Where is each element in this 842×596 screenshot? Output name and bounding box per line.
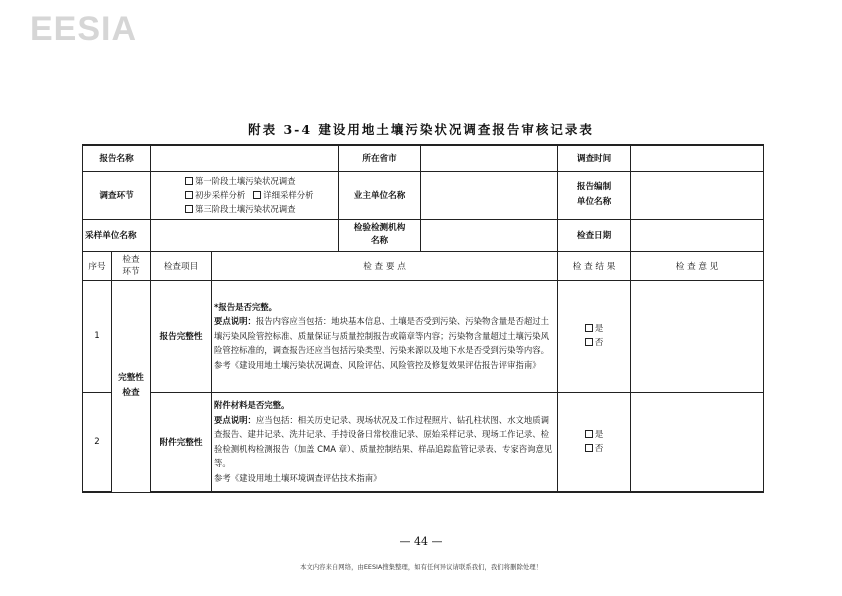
header-row-1 xyxy=(83,145,764,171)
result-yes-option[interactable]: 是 xyxy=(560,322,628,336)
row-number: 1 xyxy=(83,280,112,392)
item-label: 报告完整性 xyxy=(151,280,212,392)
report-name-label: 报告名称 xyxy=(83,145,151,171)
sampling-unit-value[interactable] xyxy=(151,219,339,251)
check-points xyxy=(212,280,558,392)
check-opinion[interactable] xyxy=(631,392,764,492)
checkbox-icon xyxy=(185,177,193,185)
checkbox-icon xyxy=(185,205,193,213)
table-row xyxy=(83,392,764,492)
col-header-opinion: 检 查 意 见 xyxy=(631,251,764,280)
report-compiler-label: 报告编制 单位名称 xyxy=(558,171,631,219)
note-label: 要点说明： xyxy=(214,414,256,425)
footer-notice: 本文内容来自网络，由EESIA搜集整理，如有任何异议请联系我们，我们将删除处理！ xyxy=(299,563,543,571)
checkbox-icon xyxy=(253,191,261,199)
check-result xyxy=(558,280,631,392)
table-row xyxy=(83,280,764,392)
col-header-item: 检查项目 xyxy=(151,251,212,280)
audit-record-table xyxy=(82,144,764,493)
checkbox-icon xyxy=(585,444,593,452)
item-label: 附件完整性 xyxy=(151,392,212,492)
section-label: 完整性 检查 xyxy=(112,280,151,492)
sampling-unit-label: 采样单位名称 xyxy=(83,219,151,251)
checkbox-icon xyxy=(585,324,593,332)
check-points xyxy=(212,392,558,492)
page-title: 附表 3-4 建设用地土壤污染状况调查报告审核记录表 xyxy=(248,122,594,137)
checkbox-icon xyxy=(185,191,193,199)
row-number: 2 xyxy=(83,392,112,492)
reference-text: 参考《建设用地土壤污染状况调查、风险评估、风险管控及修复效果评估报告评审指南》 xyxy=(214,359,541,370)
report-compiler-value[interactable] xyxy=(631,171,764,219)
result-no-option[interactable]: 否 xyxy=(560,442,628,456)
note-label: 要点说明： xyxy=(214,316,256,327)
testing-org-value[interactable] xyxy=(421,219,558,251)
header-row-2 xyxy=(83,171,764,219)
check-heading: *报告是否完整。 xyxy=(214,301,278,312)
stage-option-phase1[interactable]: 第一阶段土壤污染状况调查 xyxy=(185,174,336,188)
stage-option-phase3[interactable]: 第三阶段土壤污染状况调查 xyxy=(185,202,336,216)
header-row-3 xyxy=(83,219,764,251)
inspection-date-value[interactable] xyxy=(631,219,764,251)
survey-stage-label: 调查环节 xyxy=(83,171,151,219)
col-header-points: 检 查 要 点 xyxy=(212,251,558,280)
page-number: — 44 — xyxy=(399,535,443,548)
eesia-logo: EESIA xyxy=(30,10,138,48)
stage-option-initial-sampling[interactable]: 初步采样分析 xyxy=(185,190,245,200)
testing-org-label: 检验检测机构 名称 xyxy=(339,219,421,251)
location-value[interactable] xyxy=(421,145,558,171)
owner-unit-value[interactable] xyxy=(421,171,558,219)
check-opinion[interactable] xyxy=(631,280,764,392)
result-yes-option[interactable]: 是 xyxy=(560,428,628,442)
note-text: 应当包括：相关历史记录、现场状况及工作过程照片、钻孔柱状图、水文地质调查报告、建井记录、洗井记录、手持设备日常校准记录、原始采样记录、现场工作记录、检验检测机构检测报告（加盖 CMA 章）、质量控制结果、样品追踪监管记录表、专家咨询意见等。 xyxy=(214,414,553,469)
survey-stage-options xyxy=(151,171,339,219)
location-label: 所在省市 xyxy=(339,145,421,171)
report-name-value[interactable] xyxy=(151,145,339,171)
column-header-row xyxy=(83,251,764,280)
survey-time-label: 调查时间 xyxy=(558,145,631,171)
col-header-result: 检 查 结 果 xyxy=(558,251,631,280)
col-header-stage: 检查 环节 xyxy=(112,251,151,280)
survey-time-value[interactable] xyxy=(631,145,764,171)
checkbox-icon xyxy=(585,338,593,346)
stage-option-detailed-sampling[interactable]: 详细采样分析 xyxy=(253,190,313,200)
checkbox-icon xyxy=(585,430,593,438)
result-no-option[interactable]: 否 xyxy=(560,336,628,350)
check-heading: 附件材料是否完整。 xyxy=(214,399,290,410)
reference-text: 参考《建设用地土壤环境调查评估技术指南》 xyxy=(214,472,382,483)
check-result xyxy=(558,392,631,492)
inspection-date-label: 检查日期 xyxy=(558,219,631,251)
col-header-no: 序号 xyxy=(83,251,112,280)
owner-unit-label: 业主单位名称 xyxy=(339,171,421,219)
note-text: 报告内容应当包括：地块基本信息、土壤是否受到污染、污染物含量是否超过土壤污染风险管控标准、质量保证与质量控制报告或篇章等内容；污染物含量超过土壤污染风险管控标准的，调查报告还应当包括污染类型、污染来源以及地下水是否受到污染等内容。 xyxy=(214,316,550,356)
